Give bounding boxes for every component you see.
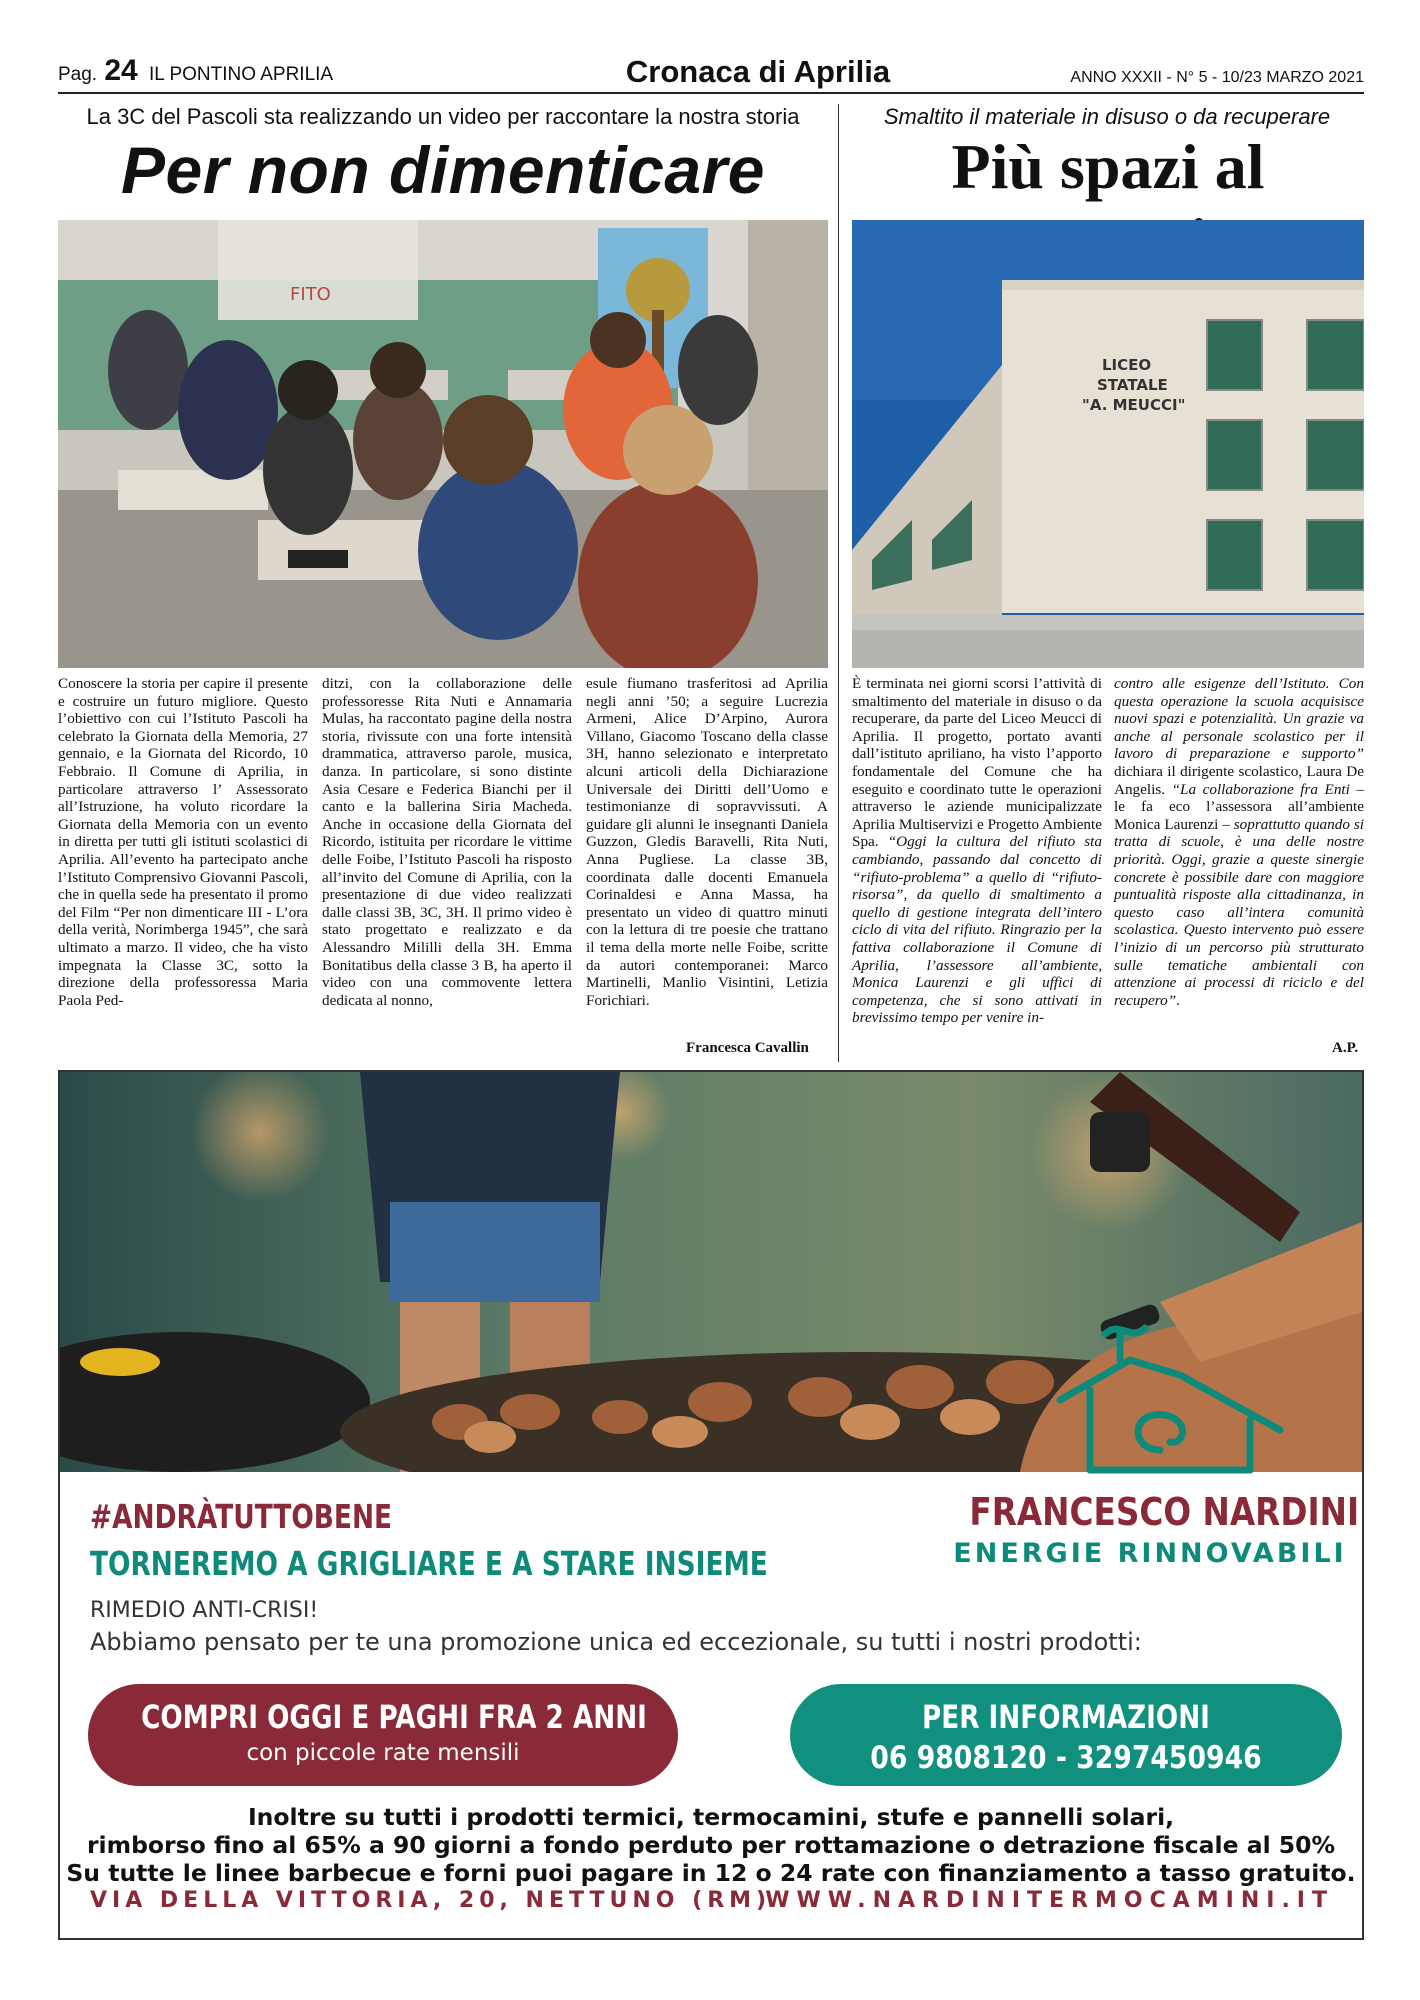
- website-link[interactable]: WWW.NARDINITERMOCAMINI.IT: [765, 1888, 1334, 1913]
- ad-subtitle: RIMEDIO ANTI-CRISI!: [90, 1598, 319, 1623]
- column-text: esule fiumano trasferitosi ad Aprilia negli anni ’50; a seguire Lucrezia Armeni, Alice D’Arpino, Aurora Villano, Giacomo Toscano della classe 3H, hanno selezionato e interpretato alcuni articoli della Dichiarazione Universale dei Diritti dell’Uomo e testimonianze di sopravvissuti. A guidare gli alunni le insegnanti Daniela Guzzon, Gledis Baravelli, Rita Nuti, Anna Pugliese. La classe 3B, coordinata dalle docenti Emanuela Corinaldesi e Anna Massa, ha presentato un video di quattro minuti con la lettura di tre poesie che trattano il tema della morte nelle Foibe, scritte da autori contemporanei: Marco Martinelli, Manlio Visintini, Letizia Forichiari.: [586, 675, 828, 1009]
- right-article-headline: Più spazi al: [951, 131, 1265, 202]
- page-number: 24: [104, 54, 138, 87]
- pay-later-subtitle: con piccole rate mensili: [246, 1740, 520, 1766]
- brand-name: FRANCESCO NARDINI: [969, 1490, 1360, 1534]
- pay-later-banner: [88, 1684, 678, 1786]
- classroom-photo: [58, 220, 828, 668]
- column-quote: soprattutto quando si tratta di scuole, è una delle nostre priorità. Oggi, grazie a queste sinergie concrete è possibile dare con maggiore puntualità risposte alla cittadinanza, in questo caso all’intera comunità scolastica. Questo intervento può essere l’inizio di un percorso più strutturato sulle tematiche ambientali con attenzione ai processi di riciclo e del recupero”: [1114, 815, 1364, 1009]
- page-header: [58, 54, 1364, 94]
- right-article-author: A.P.: [1332, 1040, 1359, 1056]
- ad-promo-intro: Abbiamo pensato per te una promozione unica ed eccezionale, su tutti i nostri prodotti:: [90, 1628, 1142, 1656]
- column-quote: “Oggi la cultura del rifiuto sta cambiando, passando dal concetto di “rifiuto-problema” a quello di “rifiuto-risorsa”, da quello di smaltimento a quello di gestione integrata dell’intero ciclo di vita del rifiuto. Ringrazio per la fattiva collaborazione il Comune di Aprilia, l’assessore all’ambiente, Monica Laurenzi e gli uffici di competenza, che si sono attivati in brevissimo tempo per venire in-: [852, 833, 1102, 1027]
- nardini-advertisement: [58, 1070, 1364, 1940]
- column-quote: contro alle esigenze dell’Istituto. Con questa operazione la scuola acquisisce nuovi spazi e potenzialità. Un grazie va anche al personale scolastico per il lavoro di preparazione e supporto”: [1114, 675, 1364, 763]
- ad-hashtag: #ANDRÀTUTTOBENE: [90, 1497, 393, 1536]
- projection-text: FITO: [290, 284, 331, 305]
- right-article-kicker: Smaltito il materiale in disuso o da recuperare: [883, 104, 1331, 129]
- store-address: VIA DELLA VITTORIA, 20, NETTUNO (RM): [90, 1888, 772, 1913]
- column-divider: [838, 104, 839, 1062]
- promo-line-3: Su tutte le linee barbecue e forni puoi pagare in 12 o 24 rate con finanziamento a tasso gratuito.: [66, 1859, 1356, 1887]
- building-sign-line-2: STATALE: [1097, 376, 1168, 394]
- left-article-column-1: [58, 675, 308, 1009]
- column-quote: “La collaborazione fra Enti: [1171, 780, 1350, 798]
- contact-banner: [790, 1684, 1342, 1786]
- school-building-photo: [852, 220, 1364, 668]
- brand-tagline: ENERGIE RINNOVABILI: [953, 1538, 1347, 1569]
- nardini-logo-icon: [1050, 1320, 1290, 1480]
- column-text: Conoscere la storia per capire il presente e costruire un futuro migliore. Questo l’obiettivo con cui l’Istituto Pascoli ha celebrato la Giornata della Memoria, 27 gennaio, e la Giornata del Ricordo, 10 Febbraio. Il Comune di Aprilia, in particolare attraverso l’ Assessorato all’Istruzione, ha voluto ricordare la Giornata della Memoria con un evento in diretta per tutti gli istituti scolastici di Aprilia. All’evento ha partecipato anche l’Istituto Comprensivo Giovanni Pascoli, che in quella sede ha presentato il promo del Film “Per non dimenticare III - L’ora della verità, Norimberga 1945”, che sarà ultimato a marzo. Il video, che ha visto impegnata la Classe 3C, sotto la direzione della professoressa Maria Paola Ped-: [58, 675, 308, 1009]
- page-label: Pag.: [58, 64, 98, 85]
- left-article-column-3: [586, 675, 828, 1009]
- promo-line-2: rimborso fino al 65% a 90 giorni a fondo perduto per rottamazione o detrazione fiscale al 50%: [86, 1831, 1336, 1859]
- promo-line-1: Inoltre su tutti i prodotti termici, termocamini, stufe e pannelli solari,: [247, 1803, 1175, 1831]
- left-article-headline: Per non dimenticare: [120, 133, 765, 207]
- page-info: [58, 54, 333, 88]
- pay-later-title: COMPRI OGGI E PAGHI FRA 2 ANNI: [141, 1698, 647, 1736]
- right-article-column-1: [852, 675, 1102, 1027]
- left-article-author: Francesca Cavallin: [686, 1040, 809, 1056]
- column-text: ditzi, con la collaborazione delle professoresse Rita Nuti e Annamaria Mulas, ha raccontato pagine della nostra storia, rivissute con una forte intensità drammatica, attraverso parole, musica, danza. In particolare, si sono distinte Asia Cesare e Federica Bianchi per il canto e la ballerina Siria Macheda. Anche in occasione della Giornata del Ricordo, istituita per ricordare le vittime delle Foibe, l’Istituto Pascoli ha risposto all’invito del Comune di Aprilia, con la presentazione di due video realizzati dalle classi 3B, 3C, 3H. Il primo video è stato progettato e realizzato e da Alessandro Mililli della 3H. Emma Bonitatibus della classe 3 B, ha aperto il video con una commovente lettera dedicata al nonno,: [322, 675, 572, 1009]
- left-article-column-2: [322, 675, 572, 1009]
- left-article-kicker: La 3C del Pascoli sta realizzando un video per raccontare la nostra storia: [86, 104, 800, 129]
- contact-title: PER INFORMAZIONI: [922, 1698, 1210, 1736]
- right-article-column-2: [1114, 675, 1364, 1009]
- section-title: Cronaca di Aprilia: [625, 54, 891, 89]
- paper-name: IL PONTINO APRILIA: [149, 64, 334, 85]
- issue-info: ANNO XXXII - N° 5 - 10/23 MARZO 2021: [1070, 69, 1364, 86]
- column-text: – le fa eco l’assessora all’ambiente Monica Laurenzi –: [1114, 780, 1365, 833]
- column-text: dichiara il dirigente scolastico, Laura De Angelis.: [1114, 762, 1364, 798]
- contact-phones: 06 9808120 - 3297450946: [870, 1740, 1262, 1776]
- column-text: .: [1176, 991, 1180, 1009]
- building-sign-line-3: "A. MEUCCI": [1082, 396, 1186, 414]
- building-sign-line-1: LICEO: [1102, 356, 1152, 374]
- ad-tagline: TORNEREMO A GRIGLIARE E A STARE INSIEME: [90, 1544, 768, 1583]
- column-text: È terminata nei giorni scorsi l’attività di smaltimento del materiale in disuso o da recuperare, da parte del Liceo Meucci di Aprilia. Il progetto, portato avanti dall’istituto apriliano, ha visto l’apporto fondamentale del Comune che ha eseguito e coordinato tutte le operazioni attraverso le aziende municipalizzate Aprilia Multiservizi e Progetto Ambiente Spa.: [852, 675, 1102, 851]
